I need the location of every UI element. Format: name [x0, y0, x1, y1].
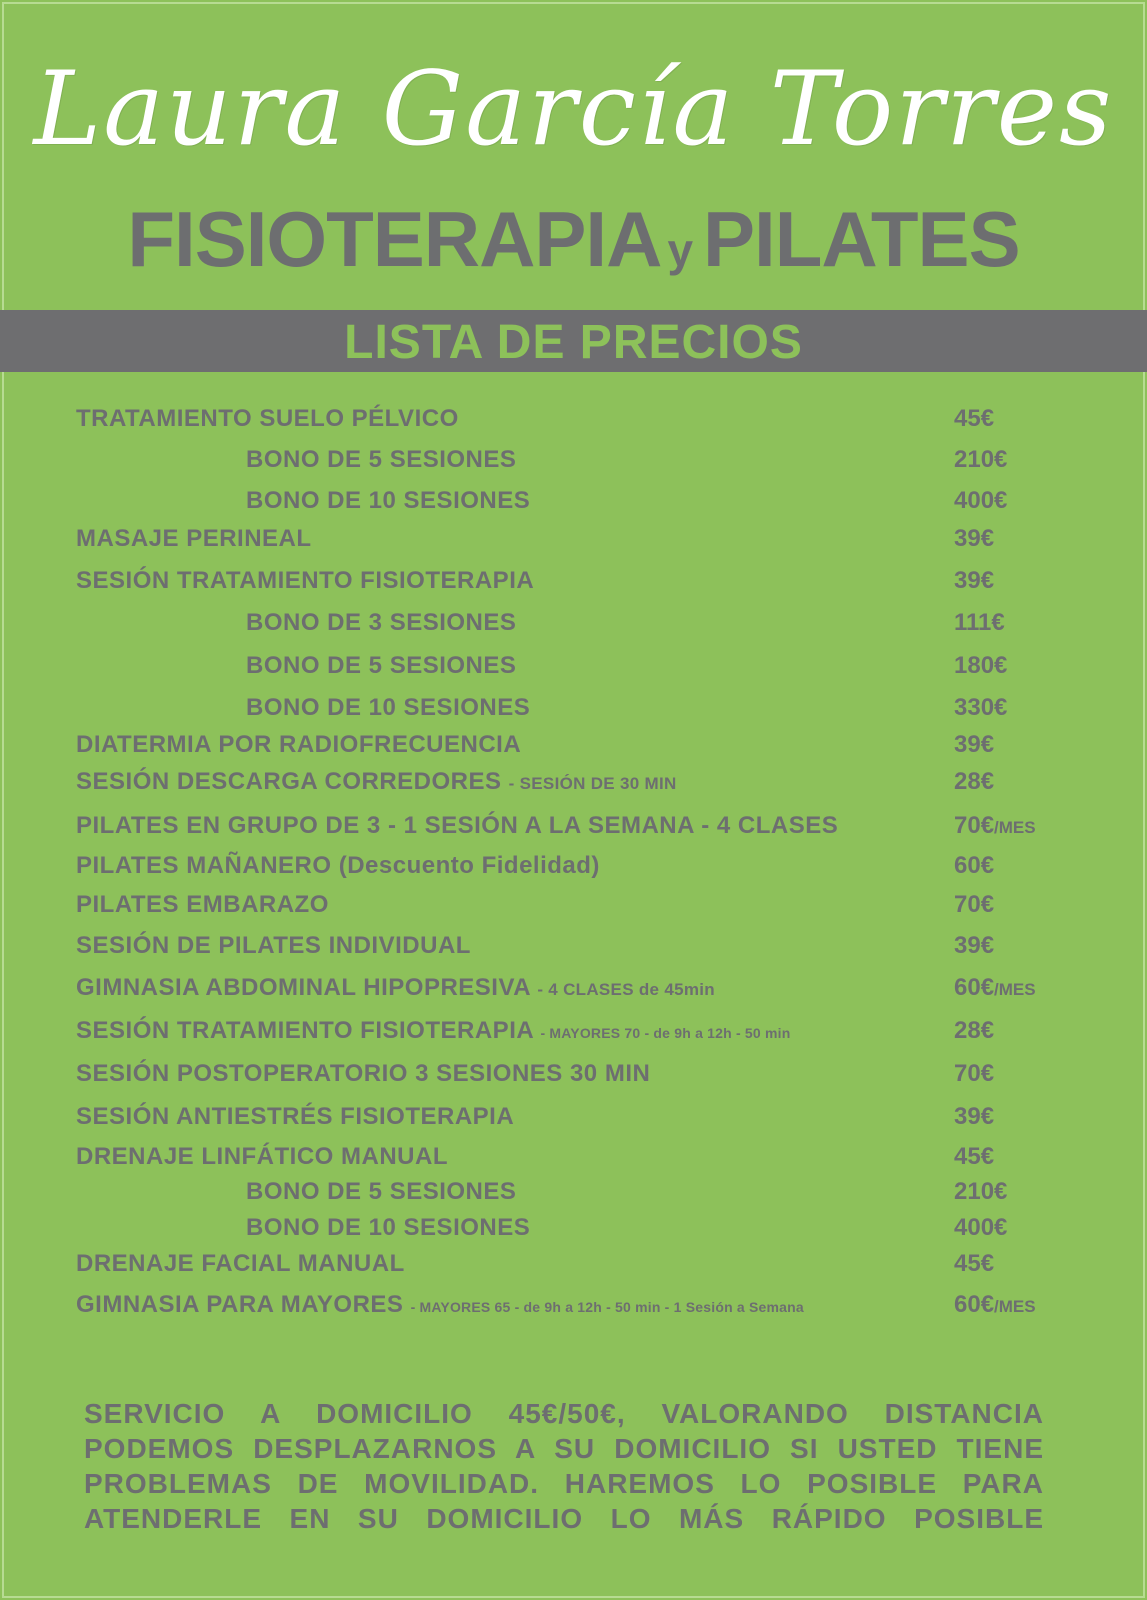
- service-title: SESIÓN DESCARGA CORREDORES: [76, 768, 502, 795]
- service-name: MASAJE PERINEAL: [76, 525, 312, 552]
- service-name: SESIÓN TRATAMIENTO FISIOTERAPIA: [76, 567, 535, 594]
- service-price: 28€: [954, 768, 995, 795]
- notice-line: SERVICIO A DOMICILIO 45€/50€, VALORANDO DISTANCIA: [84, 1398, 1044, 1429]
- price-row: [0, 1287, 1147, 1323]
- notice-line: PROBLEMAS DE MOVILIDAD. HAREMOS LO POSIBLE PARA: [84, 1468, 1044, 1499]
- price-row: [0, 887, 1147, 923]
- price-row: [0, 928, 1147, 964]
- service-name: BONO DE 5 SESIONES: [246, 1178, 517, 1205]
- price-row: [0, 727, 1147, 763]
- price-row: [0, 521, 1147, 557]
- service-price: 45€: [954, 405, 995, 432]
- service-name: BONO DE 5 SESIONES: [246, 446, 517, 473]
- service-name: [76, 764, 677, 802]
- service-note: - MAYORES 65 - de 9h a 12h - 50 min - 1 Sesión a Semana: [410, 1299, 804, 1315]
- notice-line: ATENDERLE EN SU DOMICILIO LO MÁS RÁPIDO POSIBLE: [84, 1503, 1044, 1534]
- service-price: 28€: [954, 1017, 995, 1044]
- service-title: GIMNASIA ABDOMINAL HIPOPRESIVA: [76, 974, 531, 1001]
- price-amount: 70€: [954, 812, 995, 839]
- service-price: 70€: [954, 891, 995, 918]
- price-row: [0, 605, 1147, 641]
- price-row: [0, 1210, 1147, 1246]
- brand-name: Laura García Torres: [33, 50, 1114, 169]
- service-note: - SESIÓN DE 30 MIN: [508, 774, 677, 793]
- service-price: 39€: [954, 1103, 995, 1130]
- service-name: BONO DE 10 SESIONES: [246, 694, 531, 721]
- price-row: [0, 401, 1147, 437]
- service-name: [76, 970, 715, 1008]
- subtitle-connector: y: [667, 224, 694, 276]
- service-name: BONO DE 10 SESIONES: [246, 487, 531, 514]
- price-row: [0, 808, 1147, 844]
- service-name: BONO DE 5 SESIONES: [246, 652, 517, 679]
- price-row: [0, 848, 1147, 884]
- price-row: [0, 764, 1147, 800]
- service-price: 39€: [954, 525, 995, 552]
- price-row: [0, 1246, 1147, 1282]
- price-unit: /MES: [994, 1297, 1036, 1316]
- service-price: [954, 970, 1036, 1008]
- service-price: 180€: [954, 652, 1008, 679]
- price-row: [0, 690, 1147, 726]
- service-name: PILATES MAÑANERO (Descuento Fidelidad): [76, 852, 600, 879]
- service-price: 39€: [954, 731, 995, 758]
- price-amount: 60€: [954, 974, 995, 1001]
- service-name: SESIÓN ANTIESTRÉS FISIOTERAPIA: [76, 1103, 515, 1130]
- price-row: [0, 1139, 1147, 1175]
- price-list-title: LISTA DE PRECIOS: [344, 316, 803, 369]
- service-name: SESIÓN DE PILATES INDIVIDUAL: [76, 932, 471, 959]
- service-name: DIATERMIA POR RADIOFRECUENCIA: [76, 731, 522, 758]
- service-note: - 4 CLASES de 45min: [537, 980, 715, 999]
- service-price: 70€: [954, 1060, 995, 1087]
- service-name: [76, 1287, 804, 1325]
- price-row: [0, 1099, 1147, 1135]
- price-unit: /MES: [994, 980, 1036, 999]
- subtitle-pilates: PILATES: [703, 195, 1020, 283]
- service-name: DRENAJE FACIAL MANUAL: [76, 1250, 405, 1277]
- service-price: 45€: [954, 1143, 995, 1170]
- price-row: [0, 1056, 1147, 1092]
- service-name: [76, 1013, 790, 1051]
- service-name: PILATES EN GRUPO DE 3 - 1 SESIÓN A LA SEMANA - 4 CLASES: [76, 812, 839, 839]
- service-title: GIMNASIA PARA MAYORES: [76, 1291, 404, 1318]
- service-price: 39€: [954, 567, 995, 594]
- price-row: [0, 1013, 1147, 1049]
- price-amount: 60€: [954, 1291, 995, 1318]
- service-name: BONO DE 3 SESIONES: [246, 609, 517, 636]
- service-price: 210€: [954, 1178, 1008, 1205]
- price-unit: /MES: [994, 818, 1036, 837]
- service-price: 111€: [954, 609, 1005, 636]
- price-row: [0, 483, 1147, 519]
- service-price: 39€: [954, 932, 995, 959]
- service-price: 60€: [954, 852, 995, 879]
- price-row: [0, 1174, 1147, 1210]
- notice-line: PODEMOS DESPLAZARNOS A SU DOMICILIO SI USTED TIENE: [84, 1433, 1044, 1464]
- service-name: PILATES EMBARAZO: [76, 891, 329, 918]
- service-name: SESIÓN POSTOPERATORIO 3 SESIONES 30 MIN: [76, 1060, 651, 1087]
- home-service-notice: [84, 1396, 1044, 1536]
- service-name: TRATAMIENTO SUELO PÉLVICO: [76, 405, 459, 432]
- service-price: 210€: [954, 446, 1008, 473]
- service-note: - MAYORES 70 - de 9h a 12h - 50 min: [540, 1025, 791, 1041]
- service-price: 330€: [954, 694, 1008, 721]
- service-price: [954, 1287, 1036, 1325]
- service-price: 400€: [954, 1214, 1008, 1241]
- service-price: 400€: [954, 487, 1008, 514]
- page-subtitle: [0, 194, 1147, 285]
- service-price: [954, 808, 1036, 846]
- service-name: BONO DE 10 SESIONES: [246, 1214, 531, 1241]
- price-row: [0, 970, 1147, 1006]
- service-title: SESIÓN TRATAMIENTO FISIOTERAPIA: [76, 1017, 534, 1044]
- price-row: [0, 442, 1147, 478]
- price-row: [0, 563, 1147, 599]
- service-name: DRENAJE LINFÁTICO MANUAL: [76, 1143, 448, 1170]
- price-row: [0, 648, 1147, 684]
- subtitle-fisioterapia: FISIOTERAPIA: [127, 195, 662, 283]
- service-price: 45€: [954, 1250, 995, 1277]
